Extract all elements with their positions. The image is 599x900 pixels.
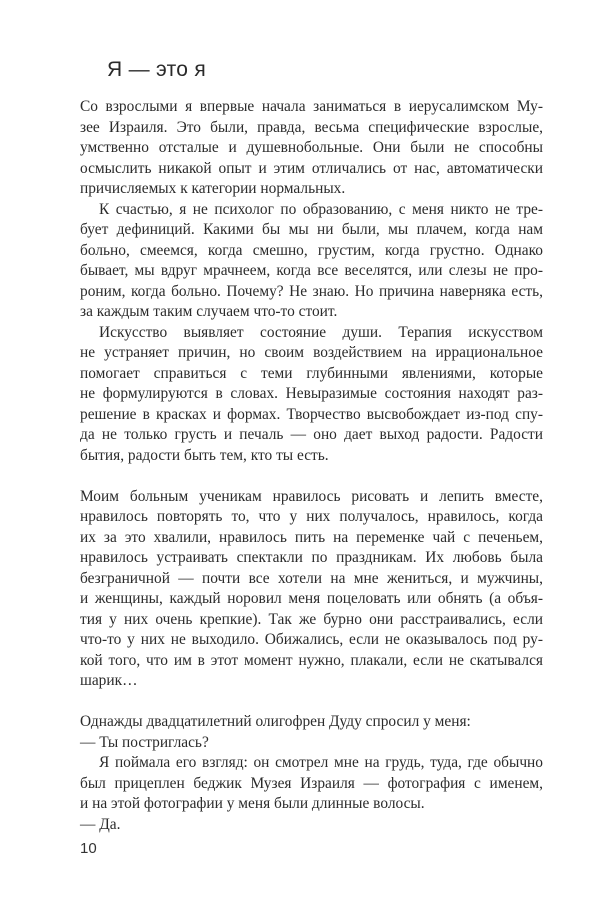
text-line: кой того, что им в этот момент нужно, плакали, если не скатывался xyxy=(80,651,543,669)
text-line: бывает, мы вдруг мрачнеем, когда все веселятся, или слезы не про- xyxy=(80,262,543,279)
body-text xyxy=(80,97,543,835)
text-line: Я поймала его взгляд: он смотрел мне на грудь, туда, где обычно xyxy=(99,754,543,771)
text-line: причисляемых к категории нормальных. xyxy=(80,180,346,197)
text-line: помогает справиться с теми глубинными явлениями, которые xyxy=(80,364,543,382)
text-line: Однажды двадцатилетний олигофрен Дуду спросил у меня: xyxy=(80,713,471,730)
text-line: тия у них очень крепкие). Так же бурно они расстраивались, если xyxy=(80,610,543,628)
text-line: да не только грусть и печаль — оно дает выход радости. Радости xyxy=(80,426,543,443)
text-line: не устраняет причин, но своим воздействием на иррациональное xyxy=(80,344,543,361)
text-line: был прицеплен беджик Музея Израиля — фотография с именем, xyxy=(80,774,543,792)
text-line: роним, когда больно. Почему? Не знаю. Но причина наверняка есть, xyxy=(80,282,543,300)
text-line: Искусство выявляет состояние души. Терапия искусством xyxy=(99,323,543,341)
text-line: шарик… xyxy=(80,672,138,689)
section-gap xyxy=(80,466,543,487)
text-line: Со взрослыми я впервые начала заниматься в иерусалимском Му- xyxy=(80,98,543,115)
text-line: нравилось повторять то, что у них получалось, нравилось, когда xyxy=(80,508,543,525)
dialogue-line: — Да. xyxy=(80,815,121,833)
text-line: и женщины, каждый норовил меня поцеловать или обнять (а объя- xyxy=(80,590,543,607)
text-line: их за это хвалили, нравилось пить на переменке чай с печеньем, xyxy=(80,528,543,546)
text-line: К счастью, я не психолог по образованию, с меня никто не тре- xyxy=(99,200,543,218)
text-line: и на этой фотографии у меня были длинные волосы. xyxy=(80,795,425,812)
text-line: нравилось устраивать спектакли по праздникам. Их любовь была xyxy=(80,549,543,566)
text-line: бует дефиниций. Какими бы мы ни были, мы плачем, когда нам xyxy=(80,221,543,238)
text-line: осмыслить никакой опыт и этим отличались от нас, автоматически xyxy=(80,159,543,177)
text-line: умственно отсталые и душевнобольные. Они были не способны xyxy=(80,139,543,156)
text-line: не формулируются в словах. Невыразимые состояния находят раз- xyxy=(80,385,543,402)
text-line: что-то у них не выходило. Обижались, если не оказывалось под ру- xyxy=(80,631,543,648)
text-line: больно, смеемся, когда смешно, грустим, когда грустно. Однако xyxy=(80,241,543,259)
text-line: решение в красках и формах. Творчество высвобождает из-под спу- xyxy=(80,405,543,423)
page-number: 10 xyxy=(80,840,97,857)
text-line: безграничной — почти все хотели на мне жениться, и мужчины, xyxy=(80,569,543,587)
dialogue-line: — Ты постриглась? xyxy=(80,733,209,751)
chapter-title: Я — это я xyxy=(107,58,207,81)
text-line: бытия, радости быть тем, кто ты есть. xyxy=(80,446,329,464)
text-line: Моим больным ученикам нравилось рисовать и лепить вместе, xyxy=(80,487,543,505)
section-gap xyxy=(80,692,543,713)
text-line: за каждым таким случаем что-то стоит. xyxy=(80,303,338,320)
text-line: зее Израиля. Это были, правда, весьма специфические взрослые, xyxy=(80,118,543,136)
